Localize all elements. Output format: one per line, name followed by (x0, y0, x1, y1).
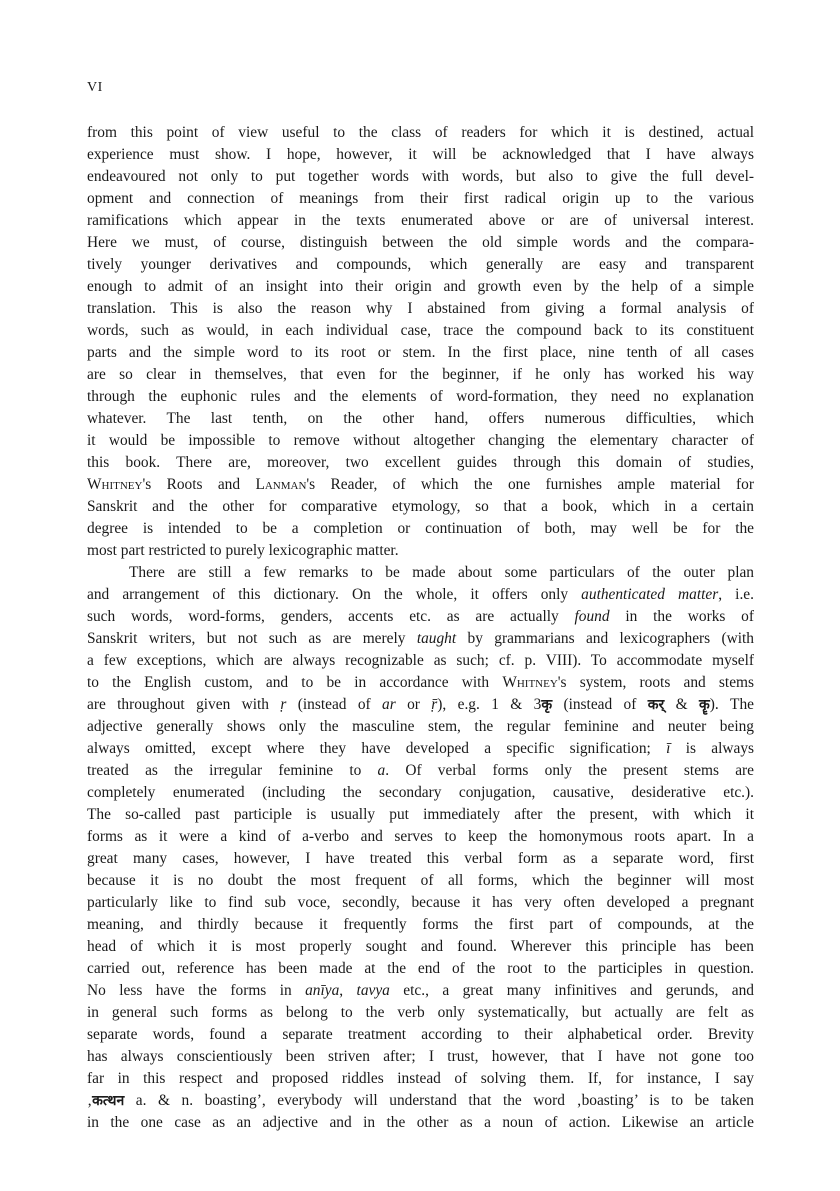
text-run: . Of verbal forms only the present stems are (385, 762, 754, 779)
devanagari-text: कत्थन (92, 1093, 125, 1109)
text-line: head of which it is most properly sought and found. Wherever this principle has been (87, 938, 754, 955)
text-line: separate words, found a separate treatment according to their alphabetical order. Brevity (87, 1026, 754, 1043)
text-line: forms as it were a kind of a-verbo and serves to keep the homonymous roots apart. In a (87, 828, 754, 845)
text-run: Sanskrit writers, but not such as are merely (87, 630, 417, 647)
text-line: in the one case as an adjective and in the other as a noun of action. Likewise an article (87, 1114, 754, 1131)
text-line: translation. This is also the reason why I abstained from giving a formal analysis of (87, 300, 754, 317)
text-line: degree is intended to be a completion or continuation of both, may well be for the (87, 520, 754, 537)
text-run: and arrangement of this dictionary. On the whole, it offers only (87, 586, 582, 603)
text-run: or (395, 696, 432, 713)
text-line (87, 474, 754, 496)
text-line: meaning, and thirdly because it frequently forms the first part of compounds, at the (87, 916, 754, 933)
text-line: endeavoured not only to put together words with words, but also to give the full devel- (87, 168, 754, 185)
text-line: this book. There are, moreover, two excellent guides through this domain of studies, (87, 454, 754, 471)
text-line: most part restricted to purely lexicographic matter. (87, 542, 399, 559)
text-run: 's Roots and (142, 476, 256, 493)
text-run: No less have the forms in (87, 982, 306, 999)
emphasis: found (574, 608, 610, 625)
text-line: words, such as would, in each individual case, trace the compound back to its constituent (87, 322, 754, 339)
author-name: Whitney (502, 674, 558, 691)
text-run: & (664, 696, 699, 713)
text-line: from this point of view useful to the class of readers for which it is destined, actual (87, 124, 754, 141)
text-line (87, 694, 754, 716)
text-line: ramifications which appear in the texts enumerated above or are of universal interest. (87, 212, 754, 229)
text-run: always omitted, except where they have developed a specific signification; (87, 740, 667, 757)
text-run: ), e.g. 1 & 3 (437, 696, 542, 713)
text-line: particularly like to find sub voce, secondly, because it has very often developed a pregnant (87, 894, 754, 911)
text-line: There are still a few remarks to be made about some particulars of the outer plan (129, 564, 754, 581)
text-run: (instead of (286, 696, 383, 713)
text-line: experience must show. I hope, however, it will be acknowledged that I have always (87, 146, 754, 163)
text-line (87, 628, 754, 650)
text-line: in general such forms as belong to the verb only systematically, but actually are felt as (87, 1004, 754, 1021)
text-run: ). The (709, 696, 754, 713)
text-line: opment and connection of meanings from their first radical origin up to the various (87, 190, 754, 207)
text-run: 's system, roots and stems (557, 674, 754, 691)
emphasis: ar (382, 696, 396, 713)
paragraph-2 (87, 562, 754, 1134)
text-run: , (339, 982, 357, 999)
emphasis: taught (416, 630, 457, 647)
devanagari-text: कर् (647, 697, 665, 713)
text-run: treated as the irregular feminine to (87, 762, 378, 779)
text-line: because it is no doubt the most frequent of all forms, which the beginner will most (87, 872, 754, 889)
emphasis: a (377, 762, 386, 779)
emphasis: authenticated matter (581, 586, 719, 603)
text-run: is always (670, 740, 754, 757)
text-line (87, 606, 754, 628)
text-line: enough to admit of an insight into their origin and growth even by the help of a simple (87, 278, 754, 295)
devanagari-text: कृ (541, 697, 553, 713)
text-run: are throughout given with (87, 696, 281, 713)
text-line: has always conscientiously been striven after; I trust, however, that I have not gone too (87, 1048, 754, 1065)
text-line: parts and the simple word to its root or stem. In the first place, nine tenth of all cases (87, 344, 754, 361)
text-line (87, 672, 754, 694)
text-line: carried out, reference has been made at the end of the root to the participles in question. (87, 960, 754, 977)
emphasis: tavya (356, 982, 390, 999)
text-line: completely enumerated (including the secondary conjugation, causative, desiderative etc.). (87, 784, 754, 801)
author-name: Lanman (255, 476, 307, 493)
text-line: far in this respect and proposed riddles instead of solving them. If, for instance, I say (87, 1070, 754, 1087)
author-name: Whitney (87, 476, 143, 493)
paragraph-1 (87, 122, 754, 562)
devanagari-text: कॄ (698, 697, 710, 713)
emphasis: ṛ (280, 696, 287, 713)
text-line: Here we must, of course, distinguish between the old simple words and the compara- (87, 234, 754, 251)
text-run: by grammarians and lexicographers (with (456, 630, 754, 647)
text-run: etc., a great many infinitives and gerunds, and (389, 982, 754, 999)
text-line (87, 738, 754, 760)
text-line: a few exceptions, which are always recognizable as such; cf. p. VIII). To accommodate myself (87, 652, 754, 669)
text-line: it would be impossible to remove without altogether changing the elementary character of (87, 432, 754, 449)
text-run: (instead of (552, 696, 648, 713)
text-line: adjective generally shows only the masculine stem, the regular feminine and neuter being (87, 718, 754, 735)
text-line: tively younger derivatives and compounds, which generally are easy and transparent (87, 256, 754, 273)
text-run: to the English custom, and to be in accordance with (87, 674, 503, 691)
text-run: in the works of (609, 608, 754, 625)
text-line: The so-called past participle is usually put immediately after the present, with which it (87, 806, 754, 823)
emphasis: anīya (305, 982, 340, 999)
text-line (87, 980, 754, 1002)
text-line: through the euphonic rules and the elements of word-formation, they need no explanation (87, 388, 754, 405)
text-line (87, 760, 754, 782)
text-line: Sanskrit and the other for comparative etymology, so that a book, which in a certain (87, 498, 754, 515)
text-run: a. & n. boasting’, everybody will understand that the word ‚boasting’ is to be taken (124, 1092, 754, 1109)
emphasis: ṝ (431, 696, 438, 713)
text-line: are so clear in themselves, that even for the beginner, if he only has worked his way (87, 366, 754, 383)
text-run: 's Reader, of which the one furnishes ample material for (306, 476, 754, 493)
emphasis: ī (666, 740, 671, 757)
text-line: whatever. The last tenth, on the other hand, offers numerous difficulties, which (87, 410, 754, 427)
text-run: ‚ (87, 1092, 93, 1109)
body-text (87, 122, 754, 1134)
text-line (87, 584, 754, 606)
text-run: such words, word-forms, genders, accents etc. as are actually (87, 608, 575, 625)
text-run: , i.e. (718, 586, 754, 603)
text-line: great many cases, however, I have treated this verbal form as a separate word, first (87, 850, 754, 867)
page-number: VI (87, 80, 103, 95)
text-line (87, 1090, 754, 1112)
